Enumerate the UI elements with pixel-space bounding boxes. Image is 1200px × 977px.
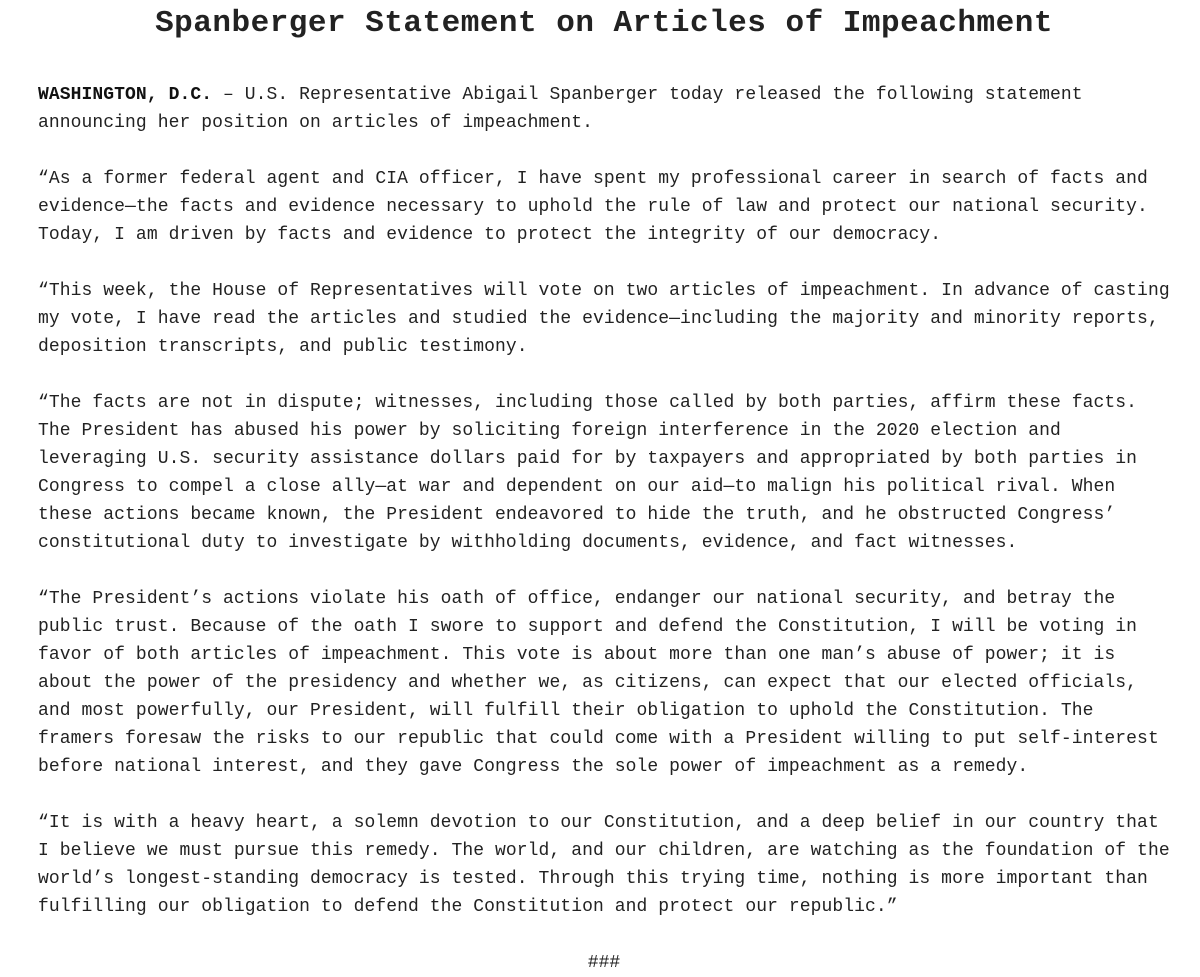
statement-paragraph-5: “It is with a heavy heart, a solemn devotion to our Constitution, and a deep belief in our country that I believe we must pursue this remedy. The world, and our children, are watching as the foundation of the world’s longest-standing democracy is tested. Through this trying time, nothing is more important than fulfilling our obligation to defend the Constitution and protect our republic.” [38, 813, 1170, 917]
statement-paragraph-2: “This week, the House of Representatives will vote on two articles of impeachment. In advance of casting my vote, I have read the articles and studied the evidence—including the majority and minority reports, deposition transcripts, and public testimony. [38, 281, 1170, 357]
page-title: Spanberger Statement on Articles of Impeachment [155, 6, 1053, 41]
statement-paragraph-4: “The President’s actions violate his oath of office, endanger our national security, and betray the public trust. Because of the oath I swore to support and defend the Constitution, I will be voting in favor of both articles of impeachment. This vote is about more than one man’s abuse of power; it is about the power of the presidency and whether we, as citizens, can expect that our elected officials, and most powerfully, our President, will fulfill their obligation to uphold the Constitution. The framers foresaw the risks to our republic that could come with a President willing to put self-interest before national interest, and they gave Congress the sole power of impeachment as a remedy. [38, 589, 1159, 777]
statement-paragraph-1: “As a former federal agent and CIA officer, I have spent my professional career in search of facts and evidence—the facts and evidence necessary to uphold the rule of law and protect our national security. Today, I am driven by facts and evidence to protect the integrity of our democracy. [38, 169, 1148, 245]
intro-text: – U.S. Representative Abigail Spanberger today released the following statement announcing her position on articles of impeachment. [38, 85, 1083, 133]
dateline: WASHINGTON, D.C. [38, 85, 213, 105]
statement-paragraph-3: “The facts are not in dispute; witnesses, including those called by both parties, affirm these facts. The President has abused his power by soliciting foreign interference in the 2020 election and leveraging U.S. security assistance dollars paid for by taxpayers and appropriated by both parties in Congress to compel a close ally—at war and dependent on our aid—to malign his political rival. When these actions became known, the President endeavored to hide the truth, and he obstructed Congress’ constitutional duty to investigate by withholding documents, evidence, and fact witnesses. [38, 393, 1138, 553]
intro-paragraph [38, 81, 1170, 137]
end-mark: ### [587, 953, 621, 973]
statement-body [38, 81, 1170, 977]
